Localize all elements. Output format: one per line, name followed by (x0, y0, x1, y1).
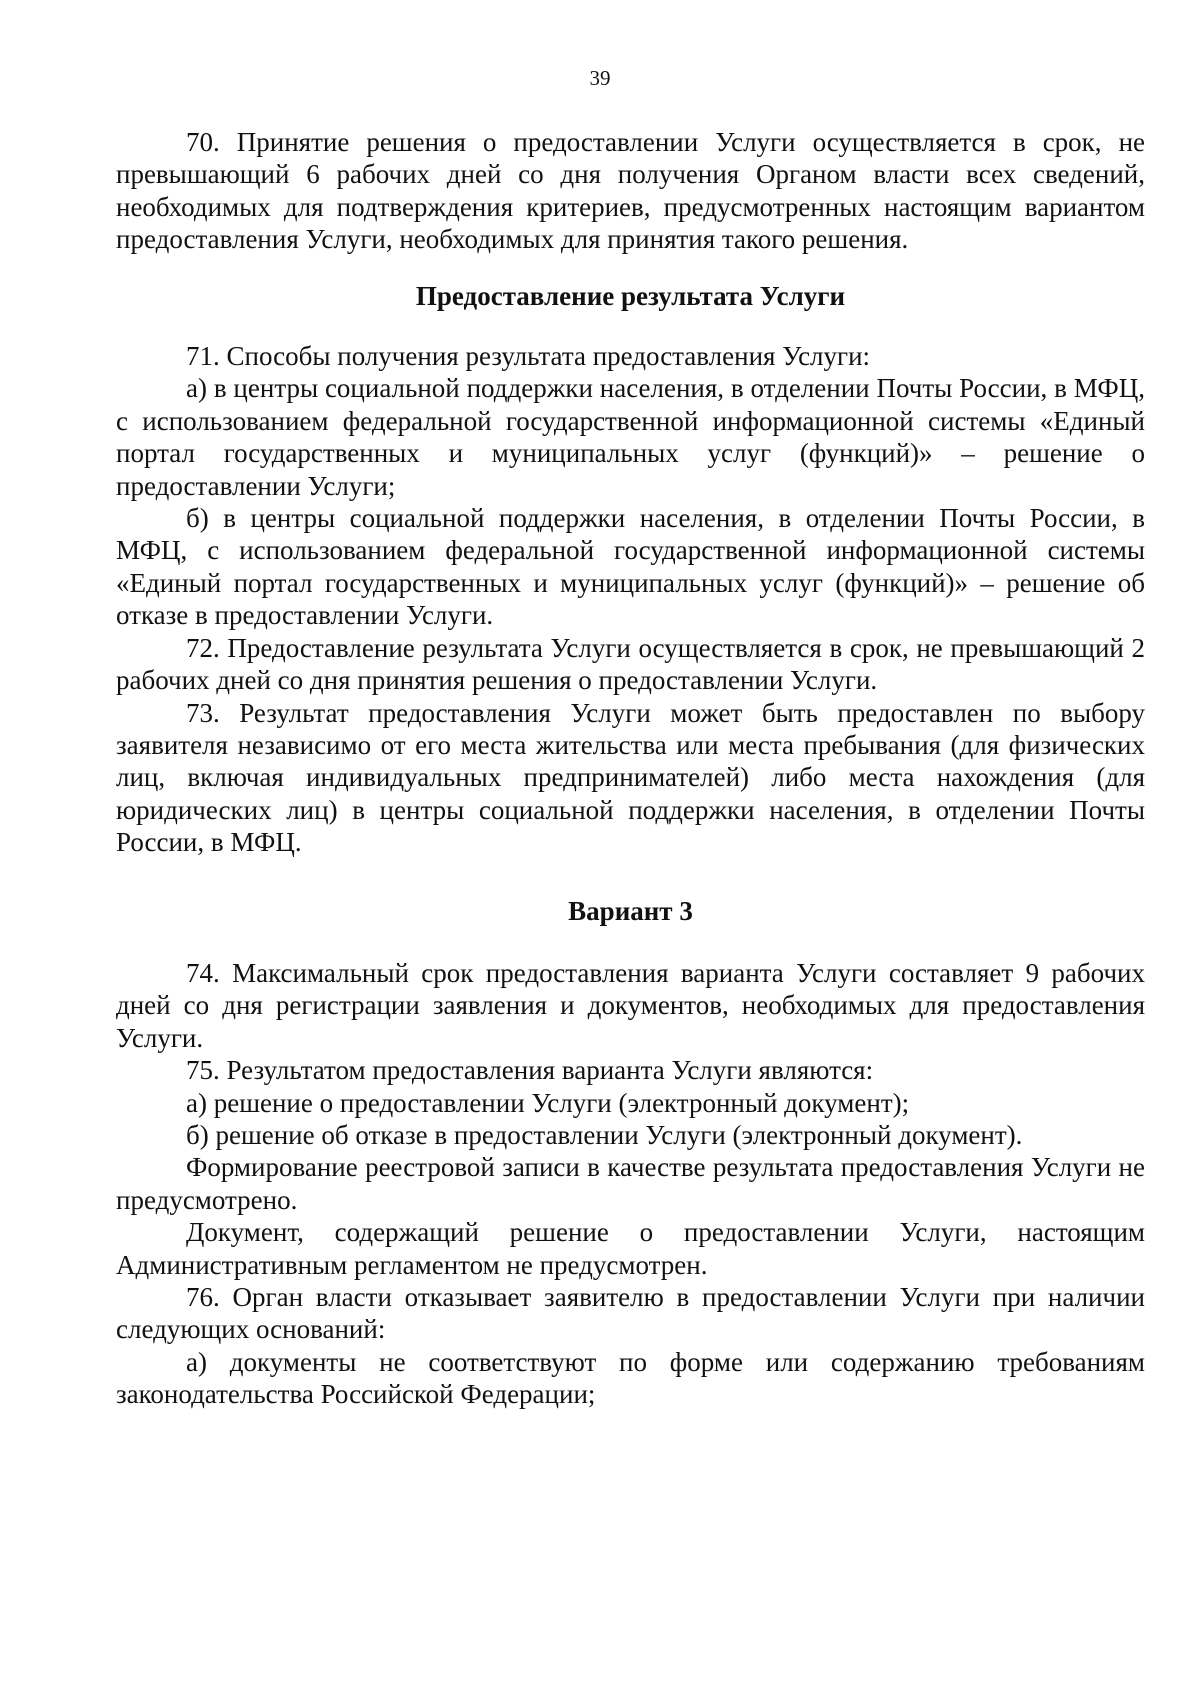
paragraph-71-a: а) в центры социальной поддержки населения, в отделении Почты России, в МФЦ, с использованием федеральной государственной информационной системы «Единый портал государственных и муниципальных услуг (функций)» – решение о предоставлении Услуги; (116, 373, 1145, 501)
section-heading-result: Предоставление результата Услуги (415, 280, 846, 311)
paragraph-74: 74. Максимальный срок предоставления варианта Услуги составляет 9 рабочих дней со дня регистрации заявления и документов, необходимых для предоставления Услуги. (116, 957, 1145, 1053)
paragraph-76: 76. Орган власти отказывает заявителю в предоставлении Услуги при наличии следующих оснований: (116, 1282, 1145, 1345)
paragraph-75-b: б) решение об отказе в предоставлении Услуги (электронный документ). (186, 1119, 1023, 1150)
paragraph-75: 75. Результатом предоставления варианта Услуги являются: (186, 1055, 874, 1086)
paragraph-document-decision: Документ, содержащий решение о предоставлении Услуги, настоящим Административным регламентом не предусмотрен. (116, 1217, 1145, 1280)
page-number: 39 (589, 66, 611, 90)
document-body (116, 126, 1145, 1411)
paragraph-71-b: б) в центры социальной поддержки населения, в отделении Почты России, в МФЦ, с использованием федеральной государственной информационной системы «Единый портал государственных и муниципальных услуг (функций)» – решение об отказе в предоставлении Услуги. (116, 503, 1145, 631)
section-heading-variant-3: Вариант 3 (568, 895, 693, 926)
paragraph-71: 71. Способы получения результата предоставления Услуги: (186, 341, 871, 372)
paragraph-registry-record: Формирование реестровой записи в качестве результата предоставления Услуги не предусмотрено. (116, 1152, 1145, 1215)
paragraph-70: 70. Принятие решения о предоставлении Услуги осуществляется в срок, не превышающий 6 рабочих дней со дня получения Органом власти всех сведений, необходимых для подтверждения критериев, предусмотренных настоящим вариантом предоставления Услуги, необходимых для принятия такого решения. (116, 127, 1145, 255)
paragraph-73: 73. Результат предоставления Услуги может быть предоставлен по выбору заявителя независимо от его места жительства или места пребывания (для физических лиц, включая индивидуальных предпринимателей) либо места нахождения (для юридических лиц) в центры социальной поддержки населения, в отделении Почты России, в МФЦ. (116, 697, 1145, 858)
paragraph-72: 72. Предоставление результата Услуги осуществляется в срок, не превышающий 2 рабочих дней со дня принятия решения о предоставлении Услуги. (116, 632, 1145, 696)
paragraph-75-a: а) решение о предоставлении Услуги (электронный документ); (186, 1087, 910, 1118)
paragraph-76-a: а) документы не соответствуют по форме или содержанию требованиям законодательства Российской Федерации; (116, 1346, 1145, 1410)
